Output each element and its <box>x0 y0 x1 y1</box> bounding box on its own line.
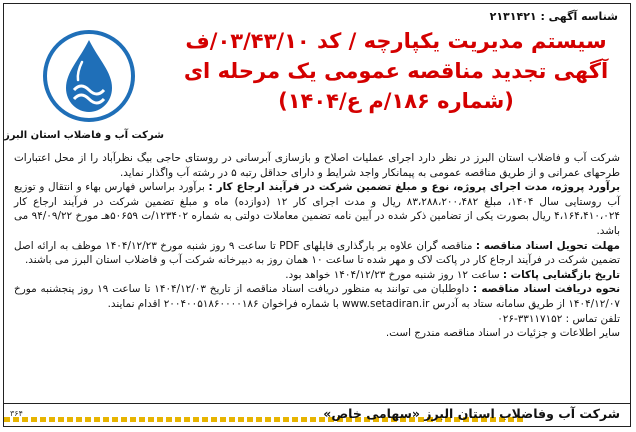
opening-label: تاریخ بازگشایی پاکات : <box>502 268 620 281</box>
other-info-line: سایر اطلاعات و جزئیات در اسناد مناقصه مندرج است. <box>385 327 620 340</box>
estimate-text: برآورد براساس فهارس بهاء و انتقال و توزیع آب روستایی سال ۱۴۰۴، مبلغ ۸۳،۲۸۸،۲۰۰،۴۸۲ ریال و مدت اجرای کار ۱۲ (دوازده) ماه و مبلغ تضمین شرکت در فرآیند ارجاع کار ۴،۱۶۴،۴۱۰،۰۲۴ ریال بصورت یکی از تضامین ذکر شده در آیین نامه تضمین معاملات دولتی به شماره ۱۲۳۴۰۲/ت ۵۰۶۵۹هـ مورخ ۹۴/۰۹/۲۲ می باشد. <box>14 181 620 237</box>
ad-titles <box>174 26 618 116</box>
opening-text: ساعت ۱۲ روز شنبه مورخ ۱۴۰۴/۱۲/۲۳ خواهد بود. <box>285 268 503 281</box>
phone-line: تلفن تماس : ۳۳۱۱۷۱۵۲-۰۲۶ <box>497 312 620 325</box>
ad-id: شناسه آگهی : ۲۱۳۱۴۲۱ <box>489 10 618 23</box>
receive-paragraph <box>14 282 620 311</box>
opening-paragraph <box>14 268 620 283</box>
estimate-paragraph <box>14 180 620 238</box>
footer-bar <box>4 403 630 426</box>
title-line-2: آگهی تجدید مناقصه عمومی یک مرحله ای <box>183 59 609 83</box>
title-line-1: سیستم مدیریت یکپارچه / کد ۰۳/۴۳/۱۰/ف <box>185 29 607 53</box>
intro-paragraph: شرکت آب و فاضلاب استان البرز در نظر دارد اجرای عملیات اصلاح و بازسازی آبرسانی در روستای حاجی بیگ نظرآباد را از محل اعتبارات طرحهای عمرانی و از طریق مناقصه عمومی به پیمانکار واجد شرایط و دارای حداقل رتبه ۵ در رشته آب واگذار نماید. <box>14 152 620 179</box>
title-line-3: (شماره ۱۸۶/م ع/۱۴۰۴) <box>278 89 514 113</box>
delivery-paragraph <box>14 239 620 268</box>
company-logo <box>3 26 164 146</box>
page-code: ۳۶۴ <box>10 409 23 418</box>
tender-ad <box>3 3 631 427</box>
footer-company-name: شرکت آب وفاضلاب استان البرز «سهامی خاص» <box>323 406 620 421</box>
delivery-label: مهلت تحویل اسناد مناقصه : <box>475 239 620 252</box>
delivery-text: مناقصه گران علاوه بر بارگذاری فایلهای PDF تا ساعت ۹ روز شنبه مورخ ۱۴۰۴/۱۲/۲۳ موظف به ارائه اصل تضمین شرکت در فرآیند ارجاع کار در پاکت لاک و مهر شده تا ساعت ۱۰ همان روز به دبیرخانه شرکت آب و فاضلاب استان البرز می باشند. <box>14 239 620 267</box>
receive-text: داوطلبان می توانند به منظور دریافت اسناد مناقصه از تاریخ ۱۴۰۴/۱۲/۰۳ تا ساعت ۱۹ روز پنجشنبه مورخ ۱۴۰۴/۱۲/۰۷ از طریق سامانه ستاد به آدرس www.setadiran.ir با شماره فراخوان ۲۰۰۴۰۰۵۱۸۶۰۰۰۰۱۸۶ اقدام نمایند. <box>14 283 620 310</box>
logo-caption: شرکت آب و فاضلاب استان البرز <box>3 130 164 141</box>
water-drop-logo-icon <box>34 26 144 126</box>
ad-body <box>14 151 620 341</box>
estimate-label: برآورد پروژه، مدت اجرای پروژه، نوع و مبلغ تضمین شرکت در فرآیند ارجاع کار : <box>208 181 620 194</box>
receive-label: نحوه دریافت اسناد مناقصه : <box>472 283 621 296</box>
